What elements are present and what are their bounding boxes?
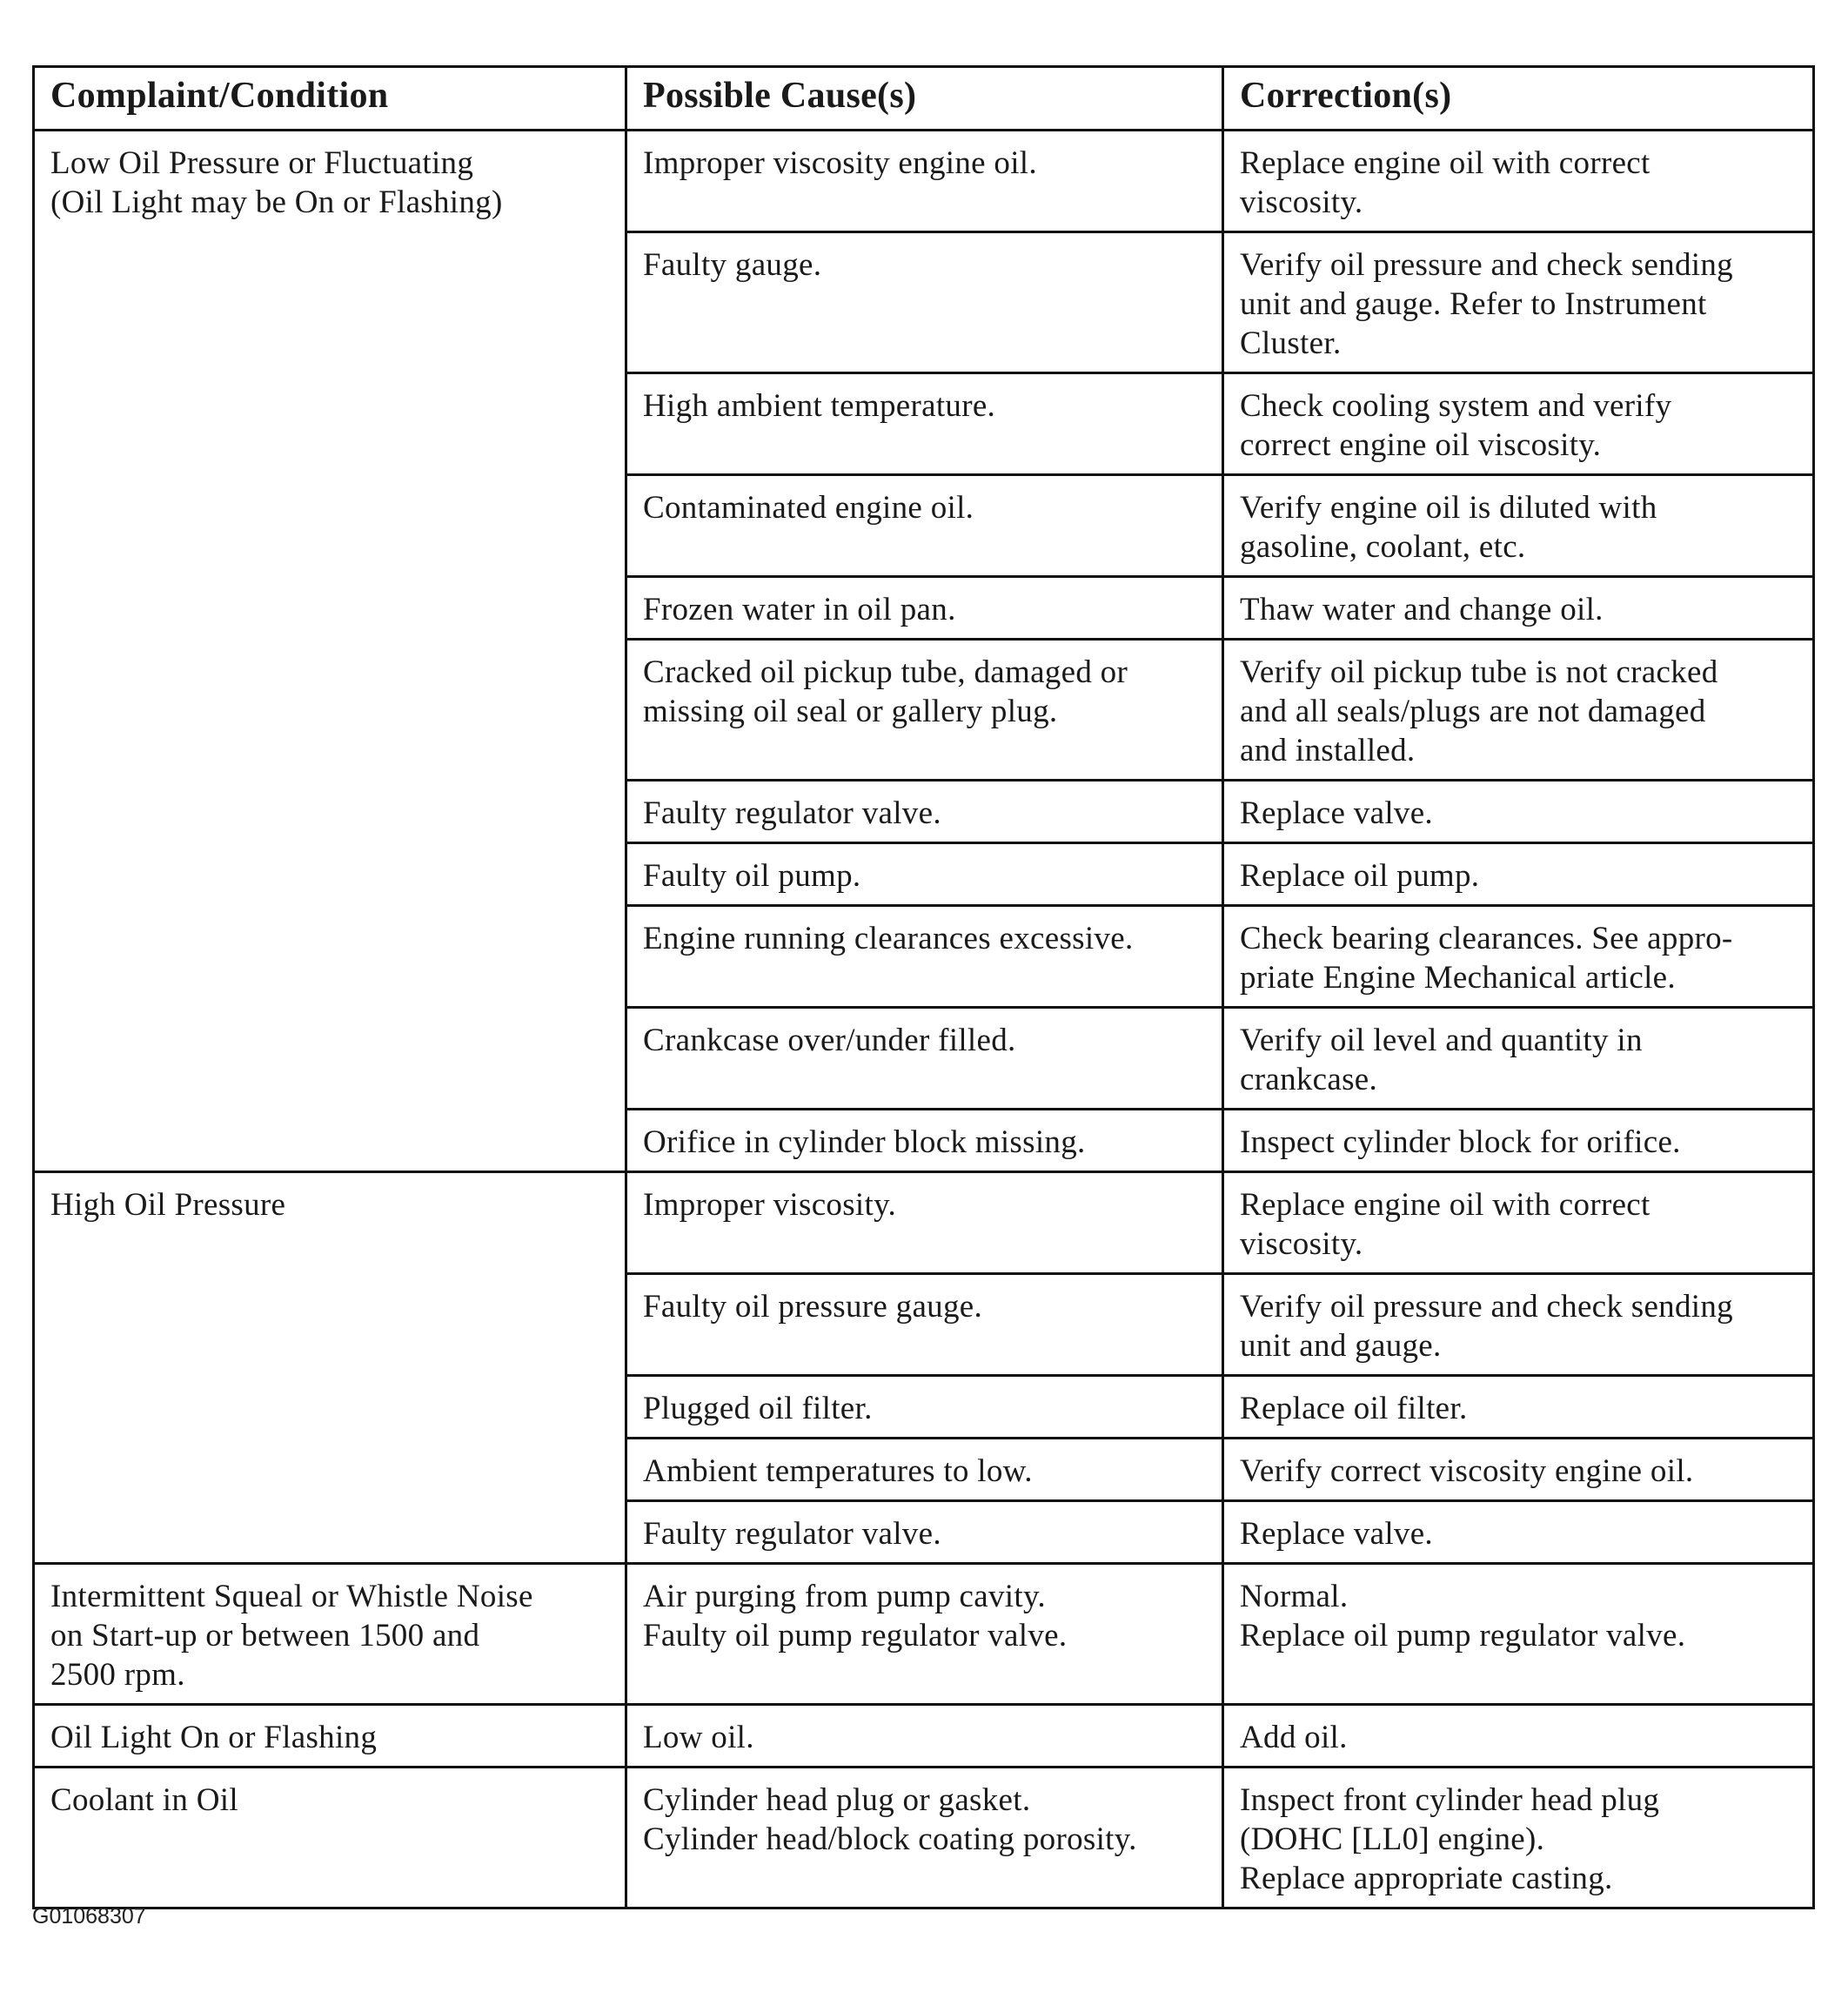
cause-cell: Faulty oil pump.	[626, 843, 1223, 906]
table-row	[34, 1564, 1814, 1705]
correction-cell: Replace oil pump.	[1223, 843, 1814, 906]
cause-cell: Air purging from pump cavity. Faulty oil pump regulator valve.	[626, 1564, 1223, 1705]
condition-cell: Intermittent Squeal or Whistle Noise on Start-up or between 1500 and 2500 rpm.	[34, 1564, 626, 1705]
correction-cell: Verify oil pressure and check sending unit and gauge.	[1223, 1274, 1814, 1376]
condition-cell: Oil Light On or Flashing	[34, 1705, 626, 1768]
cause-cell: High ambient temperature.	[626, 373, 1223, 475]
correction-cell: Inspect front cylinder head plug (DOHC [LL0] engine). Replace appropriate casting.	[1223, 1768, 1814, 1908]
condition-cell: Coolant in Oil	[34, 1768, 626, 1908]
correction-cell: Verify oil level and quantity in crankcase.	[1223, 1008, 1814, 1110]
cause-cell: Cylinder head plug or gasket. Cylinder head/block coating porosity.	[626, 1768, 1223, 1908]
cause-cell: Low oil.	[626, 1705, 1223, 1768]
cause-cell: Ambient temperatures to low.	[626, 1439, 1223, 1501]
cause-cell: Faulty regulator valve.	[626, 1501, 1223, 1564]
header-possible-causes: Possible Cause(s)	[626, 67, 1223, 131]
correction-cell: Thaw water and change oil.	[1223, 577, 1814, 640]
cause-cell: Improper viscosity engine oil.	[626, 131, 1223, 232]
correction-cell: Replace engine oil with correct viscosity.	[1223, 131, 1814, 232]
cause-cell: Faulty oil pressure gauge.	[626, 1274, 1223, 1376]
correction-cell: Replace oil filter.	[1223, 1376, 1814, 1439]
correction-cell: Add oil.	[1223, 1705, 1814, 1768]
cause-cell: Plugged oil filter.	[626, 1376, 1223, 1439]
header-corrections: Correction(s)	[1223, 67, 1814, 131]
table-row	[34, 1768, 1814, 1908]
correction-cell: Replace valve.	[1223, 781, 1814, 843]
correction-cell: Verify oil pressure and check sending unit and gauge. Refer to Instrument Cluster.	[1223, 232, 1814, 373]
cause-cell: Contaminated engine oil.	[626, 475, 1223, 577]
correction-cell: Verify correct viscosity engine oil.	[1223, 1439, 1814, 1501]
correction-cell: Replace valve.	[1223, 1501, 1814, 1564]
correction-cell: Verify engine oil is diluted with gasoline, coolant, etc.	[1223, 475, 1814, 577]
cause-cell: Faulty gauge.	[626, 232, 1223, 373]
cause-cell: Engine running clearances excessive.	[626, 906, 1223, 1008]
correction-cell: Inspect cylinder block for orifice.	[1223, 1110, 1814, 1172]
table-row	[34, 1172, 1814, 1274]
cause-cell: Faulty regulator valve.	[626, 781, 1223, 843]
correction-cell: Replace engine oil with correct viscosity.	[1223, 1172, 1814, 1274]
cause-cell: Frozen water in oil pan.	[626, 577, 1223, 640]
figure-id: G01068307	[32, 1904, 146, 1929]
table-body	[34, 131, 1814, 1908]
cause-cell: Orifice in cylinder block missing.	[626, 1110, 1223, 1172]
header-row	[34, 67, 1814, 131]
condition-cell: Low Oil Pressure or Fluctuating (Oil Light may be On or Flashing)	[34, 131, 626, 1172]
cause-cell: Improper viscosity.	[626, 1172, 1223, 1274]
header-complaint-condition: Complaint/Condition	[34, 67, 626, 131]
table-row	[34, 1705, 1814, 1768]
table-row	[34, 131, 1814, 232]
correction-cell: Check bearing clearances. See appro- priate Engine Mechanical article.	[1223, 906, 1814, 1008]
correction-cell: Verify oil pickup tube is not cracked and all seals/plugs are not damaged and installed.	[1223, 640, 1814, 781]
table-header	[34, 67, 1814, 131]
correction-cell: Check cooling system and verify correct engine oil viscosity.	[1223, 373, 1814, 475]
diagnosis-table	[32, 65, 1815, 1909]
correction-cell: Normal. Replace oil pump regulator valve.	[1223, 1564, 1814, 1705]
cause-cell: Cracked oil pickup tube, damaged or missing oil seal or gallery plug.	[626, 640, 1223, 781]
condition-cell: High Oil Pressure	[34, 1172, 626, 1564]
cause-cell: Crankcase over/under filled.	[626, 1008, 1223, 1110]
